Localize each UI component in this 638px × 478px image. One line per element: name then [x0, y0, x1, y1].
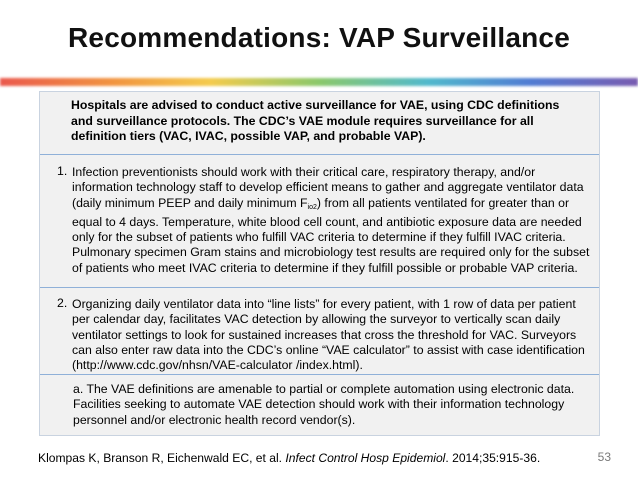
item-1-text-part1: Infection preventionists should work with their critical care, respiratory therapy, and/or information technology staff to develop efficient means to gather and aggregate ventilator data (daily minimum PEEP and daily minimum F — [72, 165, 584, 210]
reference-details: . 2014;35:915-36. — [445, 451, 541, 465]
item-1-text-part2: ) from all patients ventilated for greater than or equal to 4 days. Temperature, white blood cell count, and antibiotic exposure data are needed only for the subset of patients who fulfill VAC criteria to determine if they fulfill IVAC criteria. Pulmonary specimen Gram stains and microbiology test results are required only for the subset of patients who meet IVAC criteria to determine if they fulfill possible or probable VAP criteria. — [72, 195, 590, 275]
item-2-number: 2. — [57, 296, 68, 310]
section-divider — [40, 374, 599, 375]
item-1-number: 1. — [57, 164, 68, 178]
slide-title: Recommendations: VAP Surveillance — [68, 22, 570, 53]
rainbow-divider — [0, 78, 638, 86]
page-number: 53 — [597, 450, 611, 464]
item-2a-text: a. The VAE definitions are amenable to partial or complete automation using electronic data. Facilities seeking to automate VAE detection should work with their information technology personnel and/or electronic health record vendor(s). — [73, 382, 575, 427]
reference-authors: Klompas K, Branson R, Eichenwald EC, et al. — [38, 451, 283, 465]
recommendations-panel — [39, 91, 600, 436]
section-divider — [40, 287, 599, 288]
item-1-text — [72, 165, 590, 276]
section-divider — [40, 154, 599, 155]
reference-journal: Infect Control Hosp Epidemiol — [285, 451, 446, 465]
item-1-subscript: io2 — [307, 203, 317, 211]
item-2-text: Organizing daily ventilator data into “line lists” for every patient, with 1 row of data per patient per calendar day, facilitates VAC detection by allowing the surveyor to vertically scan daily ventilator settings to look for sustained increases that cross the threshold for VAC. Surveyors can also enter raw data into the CDC’s online “VAE calculator” to assist with case identification (http://www.cdc.gov/nhsn/VAE-calculator /index.html). — [72, 297, 585, 373]
intro-paragraph: Hospitals are advised to conduct active surveillance for VAE, using CDC definitions and surveillance protocols. The CDC’s VAE module requires surveillance for all definition tiers (VAC, IVAC, possible VAP, and probable VAP). — [71, 98, 560, 143]
reference-citation — [38, 451, 540, 465]
